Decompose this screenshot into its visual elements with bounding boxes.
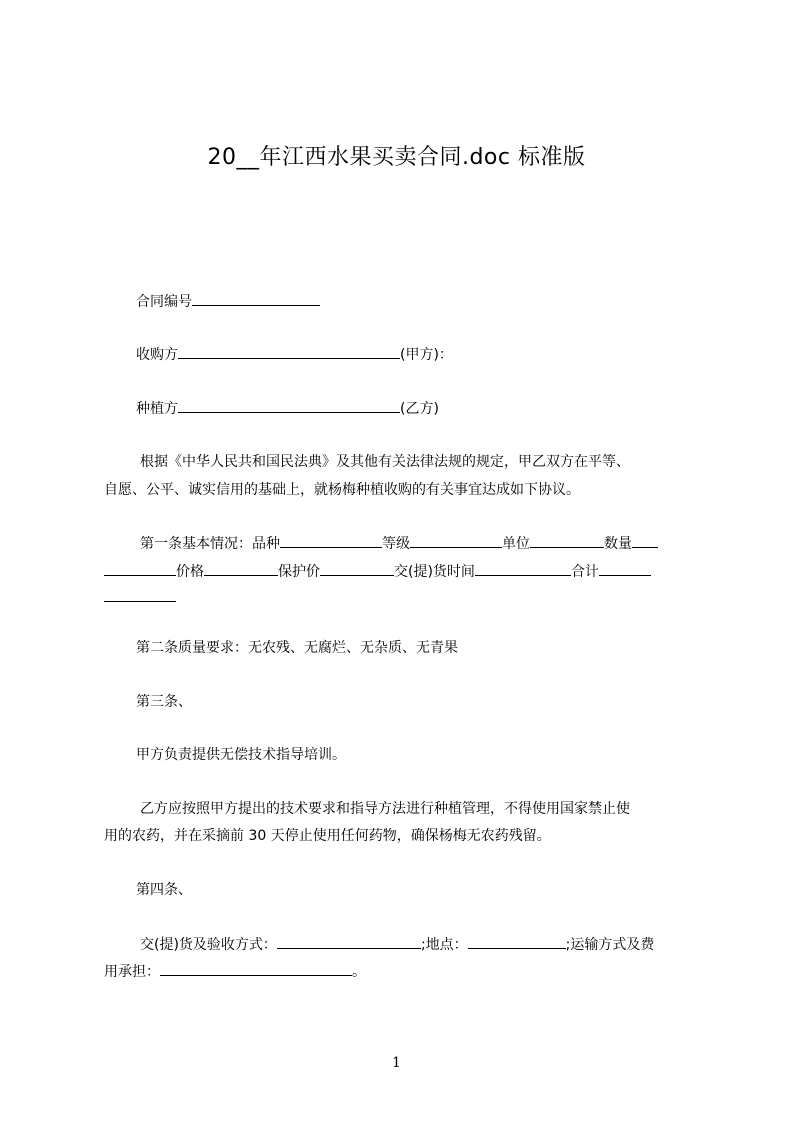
delivery-time-blank	[475, 561, 571, 576]
buyer-line	[136, 344, 453, 365]
article-1-delivery-label: 交(提)货时间	[394, 564, 475, 580]
place-label: ;地点：	[420, 937, 468, 953]
article-4-heading: 第四条、	[136, 882, 192, 898]
article-1-line-2	[104, 561, 651, 582]
buyer-blank	[178, 344, 400, 359]
article-1-variety-label: 第一条基本情况：品种	[140, 536, 280, 552]
intro-line-1: 根据《中华人民共和国民法典》及其他有关法律法规的规定，甲乙双方在平等、	[140, 454, 630, 470]
article-4-line-2	[104, 961, 366, 982]
buyer-label: 收购方	[136, 347, 178, 363]
total-blank	[599, 561, 651, 576]
price-blank	[204, 561, 278, 576]
document-title: 20__年江西水果买卖合同.doc 标准版	[207, 145, 586, 170]
cost-bearing-blank	[160, 961, 352, 976]
intro-line-2: 自愿、公平、诚实信用的基础上，就杨梅种植收购的有关事宜达成如下协议。	[104, 482, 580, 498]
article-1-price-label: 价格	[176, 564, 204, 580]
contract-number-blank	[192, 291, 320, 306]
article-4-line-1	[140, 934, 654, 955]
article-1-line-3	[104, 587, 176, 608]
article-1-grade-label: 等级	[382, 536, 410, 552]
protect-price-blank	[320, 561, 394, 576]
page-number: 1	[392, 1055, 401, 1071]
buyer-suffix: (甲方)：	[400, 347, 453, 363]
grower-suffix: (乙方)	[400, 401, 439, 417]
article-1-total-label: 合计	[570, 564, 599, 580]
article-1-quantity-label: 数量	[604, 536, 632, 552]
article-1-unit-label: 单位	[502, 536, 530, 552]
grower-label: 种植方	[136, 401, 178, 417]
article-3-paragraph-2-line-1: 乙方应按照甲方提出的技术要求和指导方法进行种植管理，不得使用国家禁止使	[140, 801, 630, 817]
cost-bearing-label: 用承担：	[104, 964, 160, 980]
grower-blank	[178, 398, 400, 413]
total-blank-cont	[104, 587, 176, 602]
variety-blank	[280, 533, 382, 548]
article-3-paragraph-2-line-2: 用的农药，并在采摘前 30 天停止使用任何药物，确保杨梅无农药残留。	[104, 828, 551, 844]
article-4-end: 。	[352, 964, 366, 980]
article-3-paragraph-1: 甲方负责提供无偿技术指导培训。	[136, 747, 346, 763]
delivery-method-label: 交(提)货及验收方式：	[140, 937, 277, 953]
article-1-protect-price-label: 保护价	[278, 564, 320, 580]
quantity-blank	[632, 533, 658, 548]
transport-label: ;运输方式及费	[565, 937, 655, 953]
article-3-heading: 第三条、	[136, 694, 192, 710]
delivery-method-blank	[277, 934, 421, 949]
article-2: 第二条质量要求：无农残、无腐烂、无杂质、无青果	[136, 640, 458, 656]
unit-blank	[530, 533, 604, 548]
place-blank	[468, 934, 566, 949]
contract-number-line	[136, 291, 320, 312]
quantity-blank-cont	[104, 561, 176, 576]
article-1-line-1	[140, 533, 658, 554]
grower-line	[136, 398, 439, 419]
contract-number-label: 合同编号	[136, 294, 192, 310]
grade-blank	[410, 533, 502, 548]
